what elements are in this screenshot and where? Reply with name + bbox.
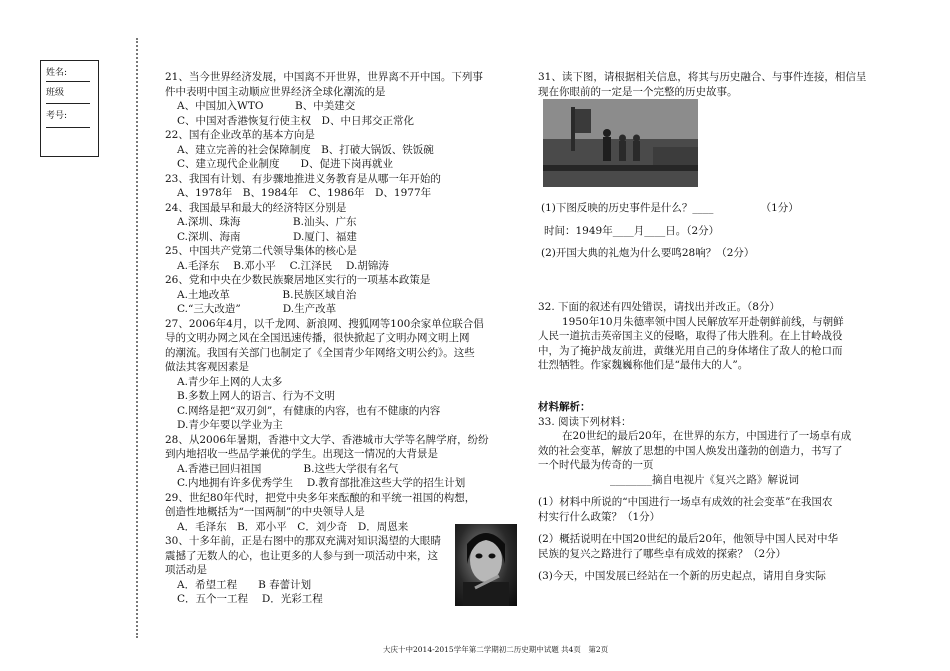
number-rule [46, 127, 90, 128]
q33-block [538, 400, 851, 584]
question-line: 件中表明中国主动顺应世界经济全球化潮流的是 [165, 85, 386, 98]
q31-subquestions [541, 201, 799, 261]
option-line: A．希望工程 B 春蕾计划 [177, 578, 312, 591]
option-line: A、中国加入WTO B、中美建交 [177, 100, 356, 112]
q32-block [538, 300, 844, 373]
question-line: 创造性地概括为“一国两制”的中央领导人是 [165, 506, 365, 518]
right-question-column [538, 70, 866, 99]
question-line: 26、党和中央在少数民族聚居地区实行的一项基本政策是 [165, 274, 431, 286]
question-line: 到内地招收一些品学兼优的学生。出现这一情况的大背景是 [165, 448, 438, 460]
question-line: 30、十多年前，正是右图中的那双充满对知识渴望的大眼睛 [165, 535, 441, 547]
student-info-box [40, 60, 99, 157]
option-line: C、中国对香港恢复行使主权 D、中日邦交正常化 [177, 114, 414, 127]
question-line: 21、当今世界经济发展，中国离不开世界，世界离不开中国。下列事 [165, 71, 483, 83]
option-line: C.内地拥有许多优秀学生 D.教育部批准这些大学的招生计划 [177, 477, 466, 489]
option-line: A.土地改革 B.民族区域自治 [177, 288, 357, 301]
q31-sub1-time: 时间：1949年____月____日。（2分） [544, 224, 720, 237]
material-analysis-heading: 材料解析： [538, 401, 591, 413]
question-line: 27、2006年4月，以千龙网、新浪网、搜狐网等100余家单位联合倡 [165, 317, 484, 330]
girl-portrait-image [455, 524, 517, 606]
option-line: C.深圳、海南 D.厦门、福建 [177, 230, 357, 243]
option-line: C.网络是把“双刃剑”，有健康的内容，也有不健康的内容 [177, 404, 441, 417]
option-line: A、建立完善的社会保障制度 B、打破大锅饭、铁饭碗 [177, 143, 434, 156]
option-line: D.青少年要以学业为主 [177, 419, 283, 431]
name-rule [46, 81, 90, 82]
hope-project-photo [455, 524, 517, 606]
question-line: 导的文明办网之风在全国迅速传播，很快掀起了文明办网文明上网 [165, 332, 470, 344]
q31-sub1: (1)下图反映的历史事件是什么？____ （1分） [541, 202, 799, 214]
option-line: A.青少年上网的人太多 [177, 375, 283, 388]
question-line: 24、我国最早和最大的经济特区分别是 [165, 201, 347, 214]
q33-sub1: (1）材料中所说的“中国进行一场卓有成效的社会变革”在我国农 [538, 496, 833, 508]
q33-sub3: (3)今天，中国发展已经站在一个新的历史起点，请用自身实际 [538, 570, 826, 582]
question-line: 29、世纪80年代时，把党中央多年来酝酿的和平统一祖国的构想， [165, 491, 476, 504]
name-label: 姓名: [46, 68, 68, 78]
binding-dotted-line [136, 38, 138, 638]
question-line: 项活动是 [165, 564, 207, 576]
option-line: B.多数上网人的语言、行为不文明 [177, 390, 336, 402]
option-line: C．五个一工程 D．光彩工程 [177, 593, 323, 605]
founding-ceremony-photo [543, 99, 698, 187]
question-line: 震撼了无数人的心，也让更多的人参与到一项活动中来，这 [165, 549, 438, 562]
question-line: 做法其客观因素是 [165, 361, 249, 373]
q33-title: 33. 阅读下列材料： [538, 415, 632, 428]
q32-title: 32. 下面的叙述有四处错误，请找出并改正。（8分） [538, 301, 780, 313]
left-question-column [165, 70, 489, 607]
q33-sub1: 村实行什么政策？（1分） [538, 510, 661, 523]
question-line: 23、我国有计划、有步骤地推进义务教育是从哪一年开始的 [165, 172, 441, 185]
option-line: C.“三大改造” D.生产改革 [177, 303, 337, 315]
q33-source: ________摘自电视片《复兴之路》解说词 [610, 473, 799, 486]
option-line: A.深圳、珠海 B.汕头、广东 [177, 216, 357, 228]
class-label: 班级 [46, 88, 65, 98]
option-line: A.毛泽东 B.邓小平 C.江泽民 D.胡锦涛 [177, 259, 389, 272]
question-line: 28、从2006年暑期，香港中文大学、香港城市大学等名牌学府，纷纷 [165, 433, 489, 446]
q32-text: 壮烈牺牲。作家魏巍称他们是“最伟大的人”。 [538, 359, 749, 371]
question-line: 的潮流。我国有关部门也制定了《全国青少年网络文明公约》。这些 [165, 346, 475, 359]
option-line: A．毛泽东 B．邓小平 C．刘少奇 D．周恩来 [177, 520, 409, 533]
q31-text: 现在你眼前的一定是一个完整的历史故事。 [538, 85, 738, 98]
ceremony-scene-image [543, 99, 698, 187]
q32-text: 中，为了掩护战友前进，黄继光用自己的身体堵住了敌人的枪口而 [538, 344, 843, 357]
number-label: 考号: [46, 111, 68, 121]
q33-sub2: (2）概括说明在中国20世纪的最后20年，他领导中国人民对中华 [538, 533, 838, 545]
class-rule [46, 103, 90, 104]
q32-text: 人民一道抗击英帝国主义的侵略，取得了伟大胜利。在上甘岭战役 [538, 330, 843, 342]
q32-text: 1950年10月朱德率领中国人民解放军开赴朝鲜前线，与朝鲜 [562, 315, 844, 328]
question-line: 22、国有企业改革的基本方向是 [165, 129, 315, 141]
option-line: C、建立现代企业制度 D、促进下岗再就业 [177, 158, 393, 170]
option-line: A、1978年 B、1984年 C、1986年 D、1977年 [177, 187, 432, 199]
q33-sub2: 民族的复兴之路进行了哪些卓有成效的探索？（2分） [538, 547, 787, 560]
q33-material: 效的社会变革，解放了思想的中国人焕发出蓬勃的创造力，书写了 [538, 444, 843, 457]
page-footer: 大庆十中2014-2015学年第二学期初二历史期中试题 共4页 第2页 [383, 645, 609, 654]
question-line: 25、中国共产党第二代领导集体的核心是 [165, 245, 357, 257]
q31-sub2: (2)开国大典的礼炮为什么要鸣28响？（2分） [541, 247, 755, 259]
q31-text: 31、读下图，请根据相关信息，将其与历史融合、与事件连接，相信呈 [538, 71, 867, 83]
option-line: A.香港已回归祖国 B.这些大学很有名气 [177, 462, 399, 475]
q33-material: 一个时代最为传奇的一页 [538, 459, 654, 471]
q33-material: 在20世纪的最后20年，在世界的东方，中国进行了一场卓有成 [562, 430, 852, 442]
